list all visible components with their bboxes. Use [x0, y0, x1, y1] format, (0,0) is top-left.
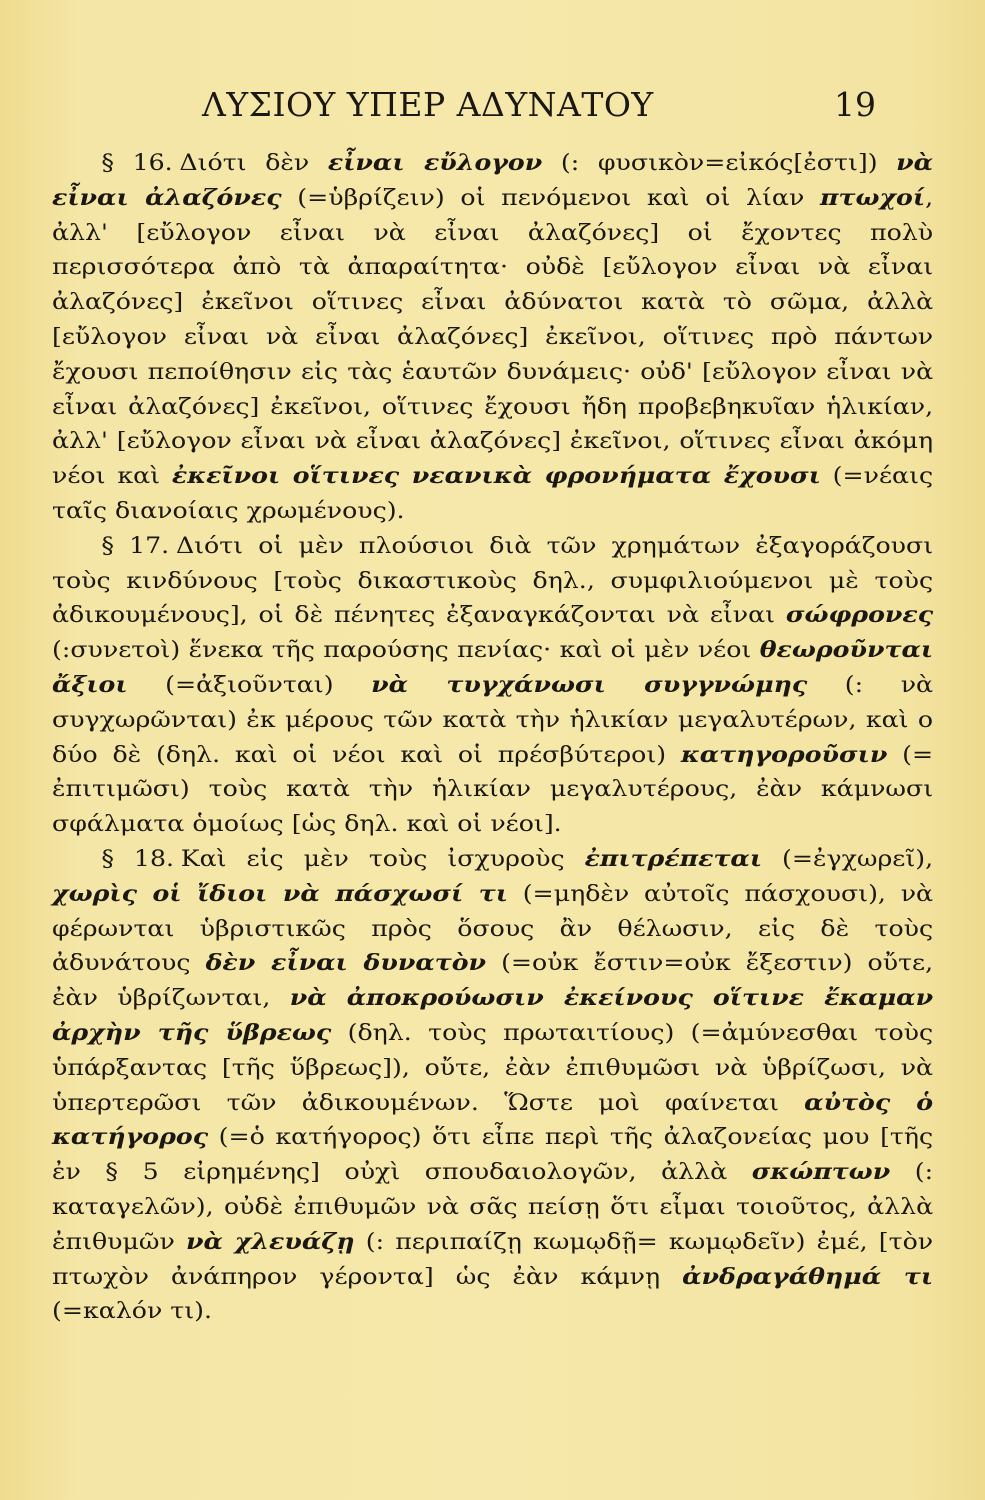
text-segment: (=οὐκ ἔστιν=οὐκ ἔξεστιν) οὔτε, ἐὰν ὑβρίζωνται, — [52, 950, 934, 1012]
text-segment: (= ἐπιτιμῶσι) τοὺς κατὰ τὴν ἡλικίαν μεγαλυτέρους, ἐὰν κάμνωσι σφάλματα ὁμοίως [ὡς δηλ. καὶ οἱ νέοι]. — [52, 741, 934, 838]
text-segment: (: φυσικὸν=εἰκός[ἐστι]) — [542, 150, 897, 176]
text-segment: Διότι οἱ μὲν πλούσιοι διὰ τῶν χρημάτων ἐξαγοράζουσι τοὺς κινδύνους [τοὺς δικαστικοὺς δηλ., συμφιλιούμενοι μὲ τοὺς ἀδικουμένους], οἱ δὲ πένητες ἐξαναγκάζονται νὰ εἶναι — [52, 532, 934, 629]
text-segment: (=ἐγχωρεῖ), — [762, 845, 934, 872]
emphasized-phrase: χωρὶς οἱ ἴδιοι νὰ πάσχωσί τι — [52, 880, 508, 907]
emphasized-phrase: σκώπτων — [751, 1159, 891, 1186]
emphasized-phrase: ἀνδραγάθημά τι — [682, 1263, 934, 1290]
text-segment: (=ὑβρίζειν) οἱ πενόμενοι καὶ οἱ λίαν — [281, 184, 821, 211]
text-segment: (: καταγελῶν), οὐδὲ ἐπιθυμῶν νὰ σᾶς πείσῃ ὅτι εἶμαι τοιοῦτος, ἀλλὰ ἐπιθυμῶν — [52, 1159, 934, 1255]
section-number: § 16. — [101, 150, 173, 176]
text-segment: (=νέαις ταῖς διανοίαις χρωμένους). — [52, 463, 934, 524]
text-segment: Διότι δὲν — [179, 150, 328, 176]
running-header — [52, 82, 936, 132]
section-number: § 17. — [101, 532, 170, 559]
emphasized-phrase: θεωροῦνται ἄξιοι — [52, 637, 934, 698]
emphasized-phrase: ἐκεῖνοι οἵτινες νεανικὰ φρονήματα ἔχουσι — [171, 463, 821, 490]
emphasized-phrase: νὰ χλευάζῃ — [185, 1228, 355, 1255]
emphasized-phrase: νὰ εἶναι ἀλαζόνες — [52, 150, 934, 211]
emphasized-phrase: δὲν εἶναι δυνατὸν — [205, 950, 487, 977]
text-segment: (: νὰ συγχωρῶνται) ἐκ μέρους τῶν κατὰ τὴν ἡλικίαν μεγαλυτέρων, καὶ ο δύο δὲ (δηλ. καὶ οἱ νέοι καὶ οἱ πρέσβύτεροι) — [52, 671, 934, 768]
emphasized-phrase: εἶναι εὔλογον — [327, 150, 543, 176]
text-segment: (: περιπαίζῃ κωμῳδῇ= κωμῳδεῖν) ἐμέ, [τὸν πτωχὸν ἀνάπηρον γέροντα] ὡς ἐὰν κάμνῃ — [52, 1228, 934, 1290]
paragraph — [52, 529, 933, 842]
emphasized-phrase: πτωχοί — [820, 184, 926, 211]
text-segment: (=ὁ κατήγορος) ὅτι εἶπε περὶ τῆς ἀλαζονείας μου [τῆς ἐν § 5 εἰρημένης] οὐχὶ σπουδαιολογῶν, ἀλλὰ — [52, 1124, 934, 1186]
page-number: 19 — [834, 85, 876, 124]
emphasized-phrase: νὰ ἀποκρούωσιν ἐκείνους οἵτινε ἔκαμαν ἀρχὴν τῆς ὕβρεως — [52, 985, 934, 1046]
text-segment: (δηλ. τοὺς πρωταιτίους) (=ἀμύνεσθαι τοὺς ὑπάρξαντας [τῆς ὕβρεως]), οὔτε, ἐὰν ἐπιθυμῶσι νὰ ὑβρίζωσι, νὰ ὑπερτερῶσι τῶν ἀδικουμένων. Ὥστε μοὶ φαίνεται — [52, 1019, 934, 1116]
paragraph — [52, 842, 933, 1329]
emphasized-phrase: νὰ τυγχάνωσι συγγνώμης — [371, 671, 808, 698]
emphasized-phrase: σώφρονες — [785, 602, 934, 629]
paragraph — [52, 146, 933, 529]
text-segment: (:συνετοὶ) ἕνεκα τῆς παρούσης πενίας· καὶ οἱ μὲν νέοι — [52, 637, 760, 664]
text-segment: , ἀλλ' [εὔλογον εἶναι νὰ εἶναι ἀλαζόνες] οἱ ἔχοντες πολὺ περισσότερα ἀπὸ τὰ ἀπαραίτητα· οὐδὲ [εὔλογον εἶναι νὰ εἶναι ἀλαζόνες] ἐκεῖνοι οἵτινες εἶναι ἀδύνατοι κατὰ τὸ σῶμα, ἀλλὰ [εὔλογον εἶναι νὰ εἶναι ἀλαζόνες] ἐκεῖνοι, οἵτινες πρὸ πάντων ἔχουσι πεποίθησιν εἰς τὰς ἑαυτῶν δυνάμεις· οὐδ' [εὔλογον εἶναι νὰ εἶναι ἀλαζόνες] ἐκεῖνοι, οἵτινες ἔχουσι ἤδη προβεβηκυῖαν ἡλικίαν, ἀλλ' [εὔλογον εἶναι νὰ εἶναι ἀλαζόνες] ἐκεῖνοι, οἵτινες εἶναι ἀκόμη νέοι καὶ — [52, 184, 934, 490]
text-segment: (=μηδὲν αὐτοῖς πάσχουσι), νὰ φέρωνται ὑβριστικῶς πρὸς ὅσους ἂν θέλωσιν, εἰς δὲ τοὺς ἀδυνάτους — [52, 880, 934, 977]
text-segment: Καὶ εἰς μὲν τοὺς ἰσχυροὺς — [180, 845, 585, 872]
emphasized-phrase: κατηγοροῦσιν — [680, 741, 888, 768]
text-segment: (=καλόν τι). — [52, 1298, 213, 1325]
emphasized-phrase: ἐπιτρέπεται — [584, 845, 763, 872]
header-title: ΛΥΣΙΟΥ ΥΠΕΡ ΑΔΥΝΑΤΟΥ — [202, 85, 654, 124]
section-number: § 18. — [101, 845, 175, 872]
body-text — [52, 146, 933, 1329]
emphasized-phrase: αὐτὸς ὁ κατήγορος — [52, 1089, 934, 1151]
text-segment: (=ἀξιοῦνται) — [127, 671, 372, 698]
